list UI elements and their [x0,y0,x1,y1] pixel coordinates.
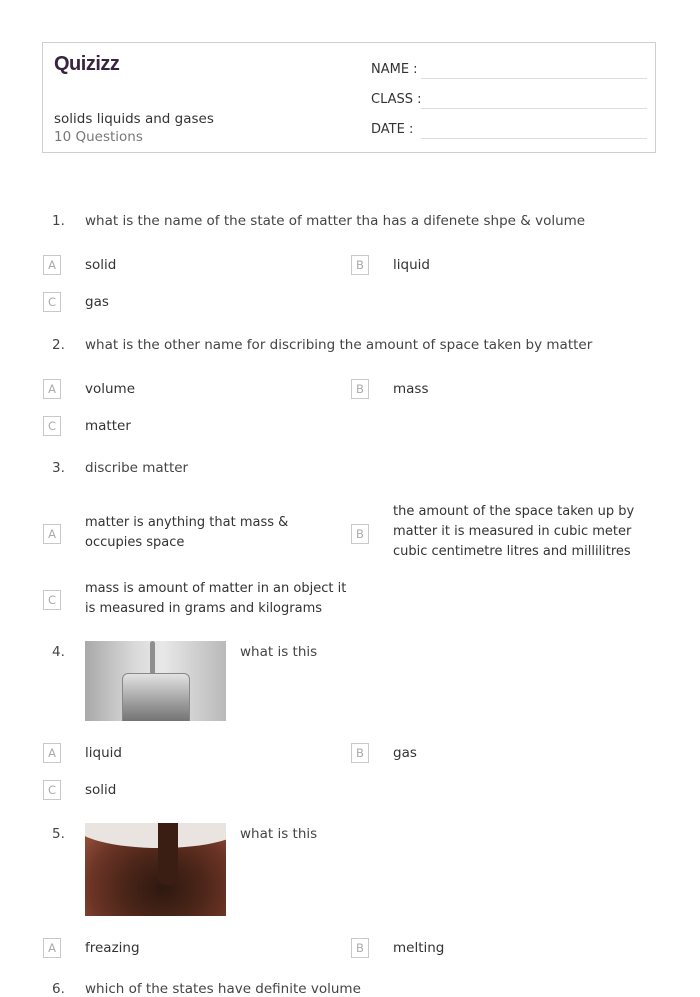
class-field[interactable] [371,89,647,109]
name-field[interactable] [371,59,647,79]
glass [122,673,190,721]
option-letter-badge: B [351,524,369,544]
option-letter-badge: A [43,255,61,275]
option-text: mass is amount of matter in an object it is measured in grams and kilograms [85,581,347,616]
question-text: what is the other name for discribing the amount of space taken by matter [85,337,593,353]
option-letter-badge: C [43,590,61,610]
option-text: gas [85,294,109,310]
chocolate-pour [158,823,178,885]
quiz-title: solids liquids and gases [54,111,214,127]
option-letter-badge: B [351,255,369,275]
option-letter-badge: A [43,743,61,763]
option-letter-badge: C [43,780,61,800]
question-text: discribe matter [85,460,189,476]
option-letter-badge: C [43,292,61,312]
name-line [421,78,647,79]
option-letter-badge: B [351,743,369,763]
date-field[interactable] [371,119,647,139]
option-text: matter [85,418,131,434]
question-number: 3. [52,460,65,476]
option-text: matter is anything that mass & occupies space [85,515,289,550]
question-number: 2. [52,337,65,353]
option-text: freazing [85,940,140,956]
bowl [85,823,226,848]
question-number: 4. [52,644,65,660]
question-count: 10 Questions [54,129,143,145]
option-letter-badge: C [43,416,61,436]
option-letter-badge: A [43,524,61,544]
question-number: 6. [52,981,65,997]
option-text: solid [85,782,117,798]
class-label: CLASS : [371,92,422,107]
quizizz-logo: Quizizz [54,53,120,75]
option-text: mass [393,381,429,397]
class-line [421,108,647,109]
option-text: volume [85,381,136,397]
glass-of-water-image [85,641,226,721]
option-text: melting [393,940,445,956]
option-text: the amount of the space taken up by matter it is measured in cubic meter cubic centimetre litres and millilitres [393,504,635,559]
melted-chocolate-image [85,823,226,916]
option-letter-badge: B [351,938,369,958]
option-text: liquid [393,257,430,273]
option-text: gas [393,745,417,761]
date-label: DATE : [371,122,414,137]
question-number: 5. [52,826,65,842]
option-letter-badge: A [43,379,61,399]
option-letter-badge: B [351,379,369,399]
question-text: what is this [240,826,318,842]
name-label: NAME : [371,62,418,77]
option-text: liquid [85,745,122,761]
worksheet-header [42,42,656,153]
option-text: solid [85,257,117,273]
question-text: what is this [240,644,318,660]
question-number: 1. [52,213,65,229]
question-text: which of the states have definite volume [85,981,361,997]
option-letter-badge: A [43,938,61,958]
question-text: what is the name of the state of matter tha has a difenete shpe & volume [85,213,586,229]
date-line [421,138,647,139]
